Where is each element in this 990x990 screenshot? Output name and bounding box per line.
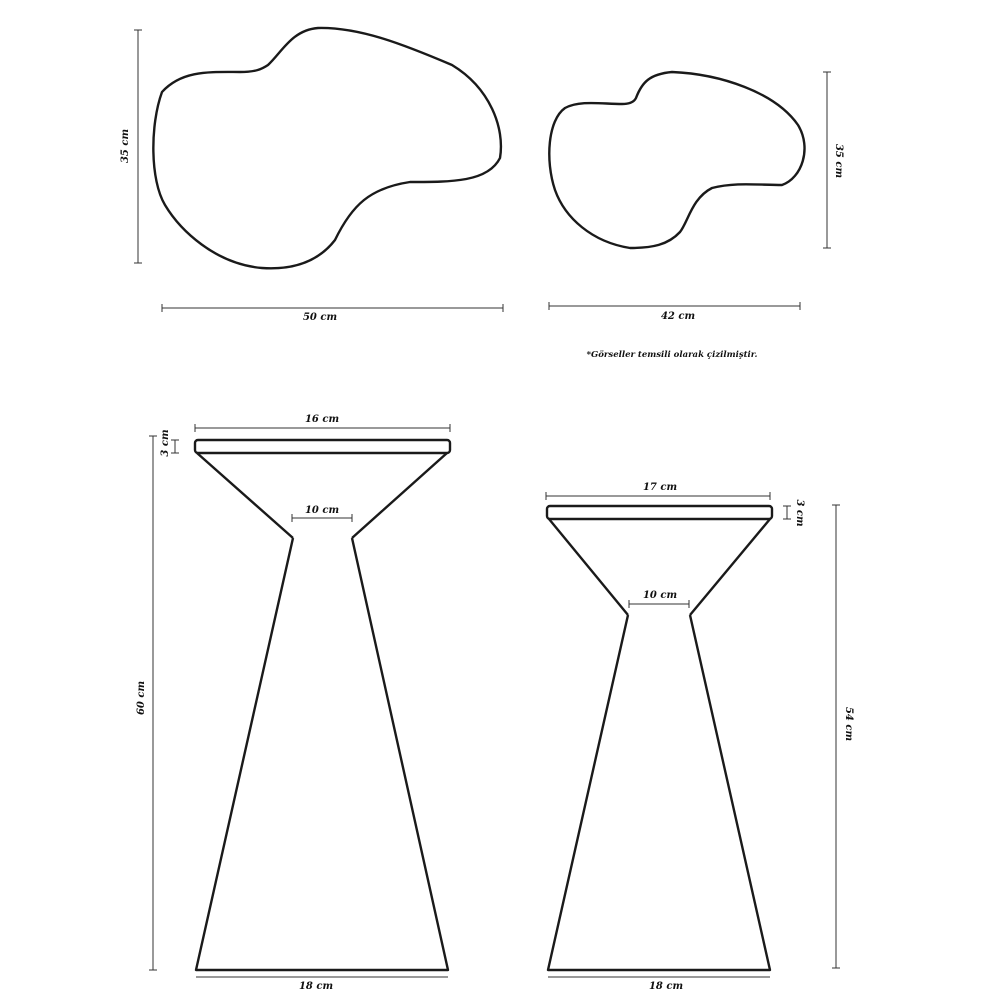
tall-neck-width-label: 10 cm [304,505,340,516]
large-tabletop-outline [153,28,501,268]
top-view-small [549,72,844,322]
short-tabletop [547,506,772,519]
small-tabletop-outline [549,72,804,248]
short-thickness-label: 3 cm [794,499,805,527]
short-lower-cone [548,615,770,970]
tall-thickness-label: 3 cm [160,429,171,457]
tall-tabletop [195,440,450,453]
tall-base-width-label: 18 cm [298,981,334,990]
tall-lower-cone [196,538,448,970]
short-neck-width-label: 10 cm [642,590,678,601]
representative-drawing-note: *Görseller temsili olarak çizilmiştir. [586,350,758,360]
tall-height-label: 60 cm [136,680,147,716]
large-width-label: 50 cm [302,312,338,323]
tall-top-width-label: 16 cm [304,414,340,425]
side-view-short [546,482,854,990]
small-depth-label: 35 cm [833,143,844,179]
small-width-label: 42 cm [660,311,696,322]
side-view-tall [136,414,450,990]
large-depth-label: 35 cm [120,128,131,164]
top-view-large [120,28,503,323]
short-top-width-label: 17 cm [642,482,678,493]
short-height-label: 54 cm [843,706,854,742]
short-base-width-label: 18 cm [648,981,684,990]
tall-upper-cone [197,453,447,538]
